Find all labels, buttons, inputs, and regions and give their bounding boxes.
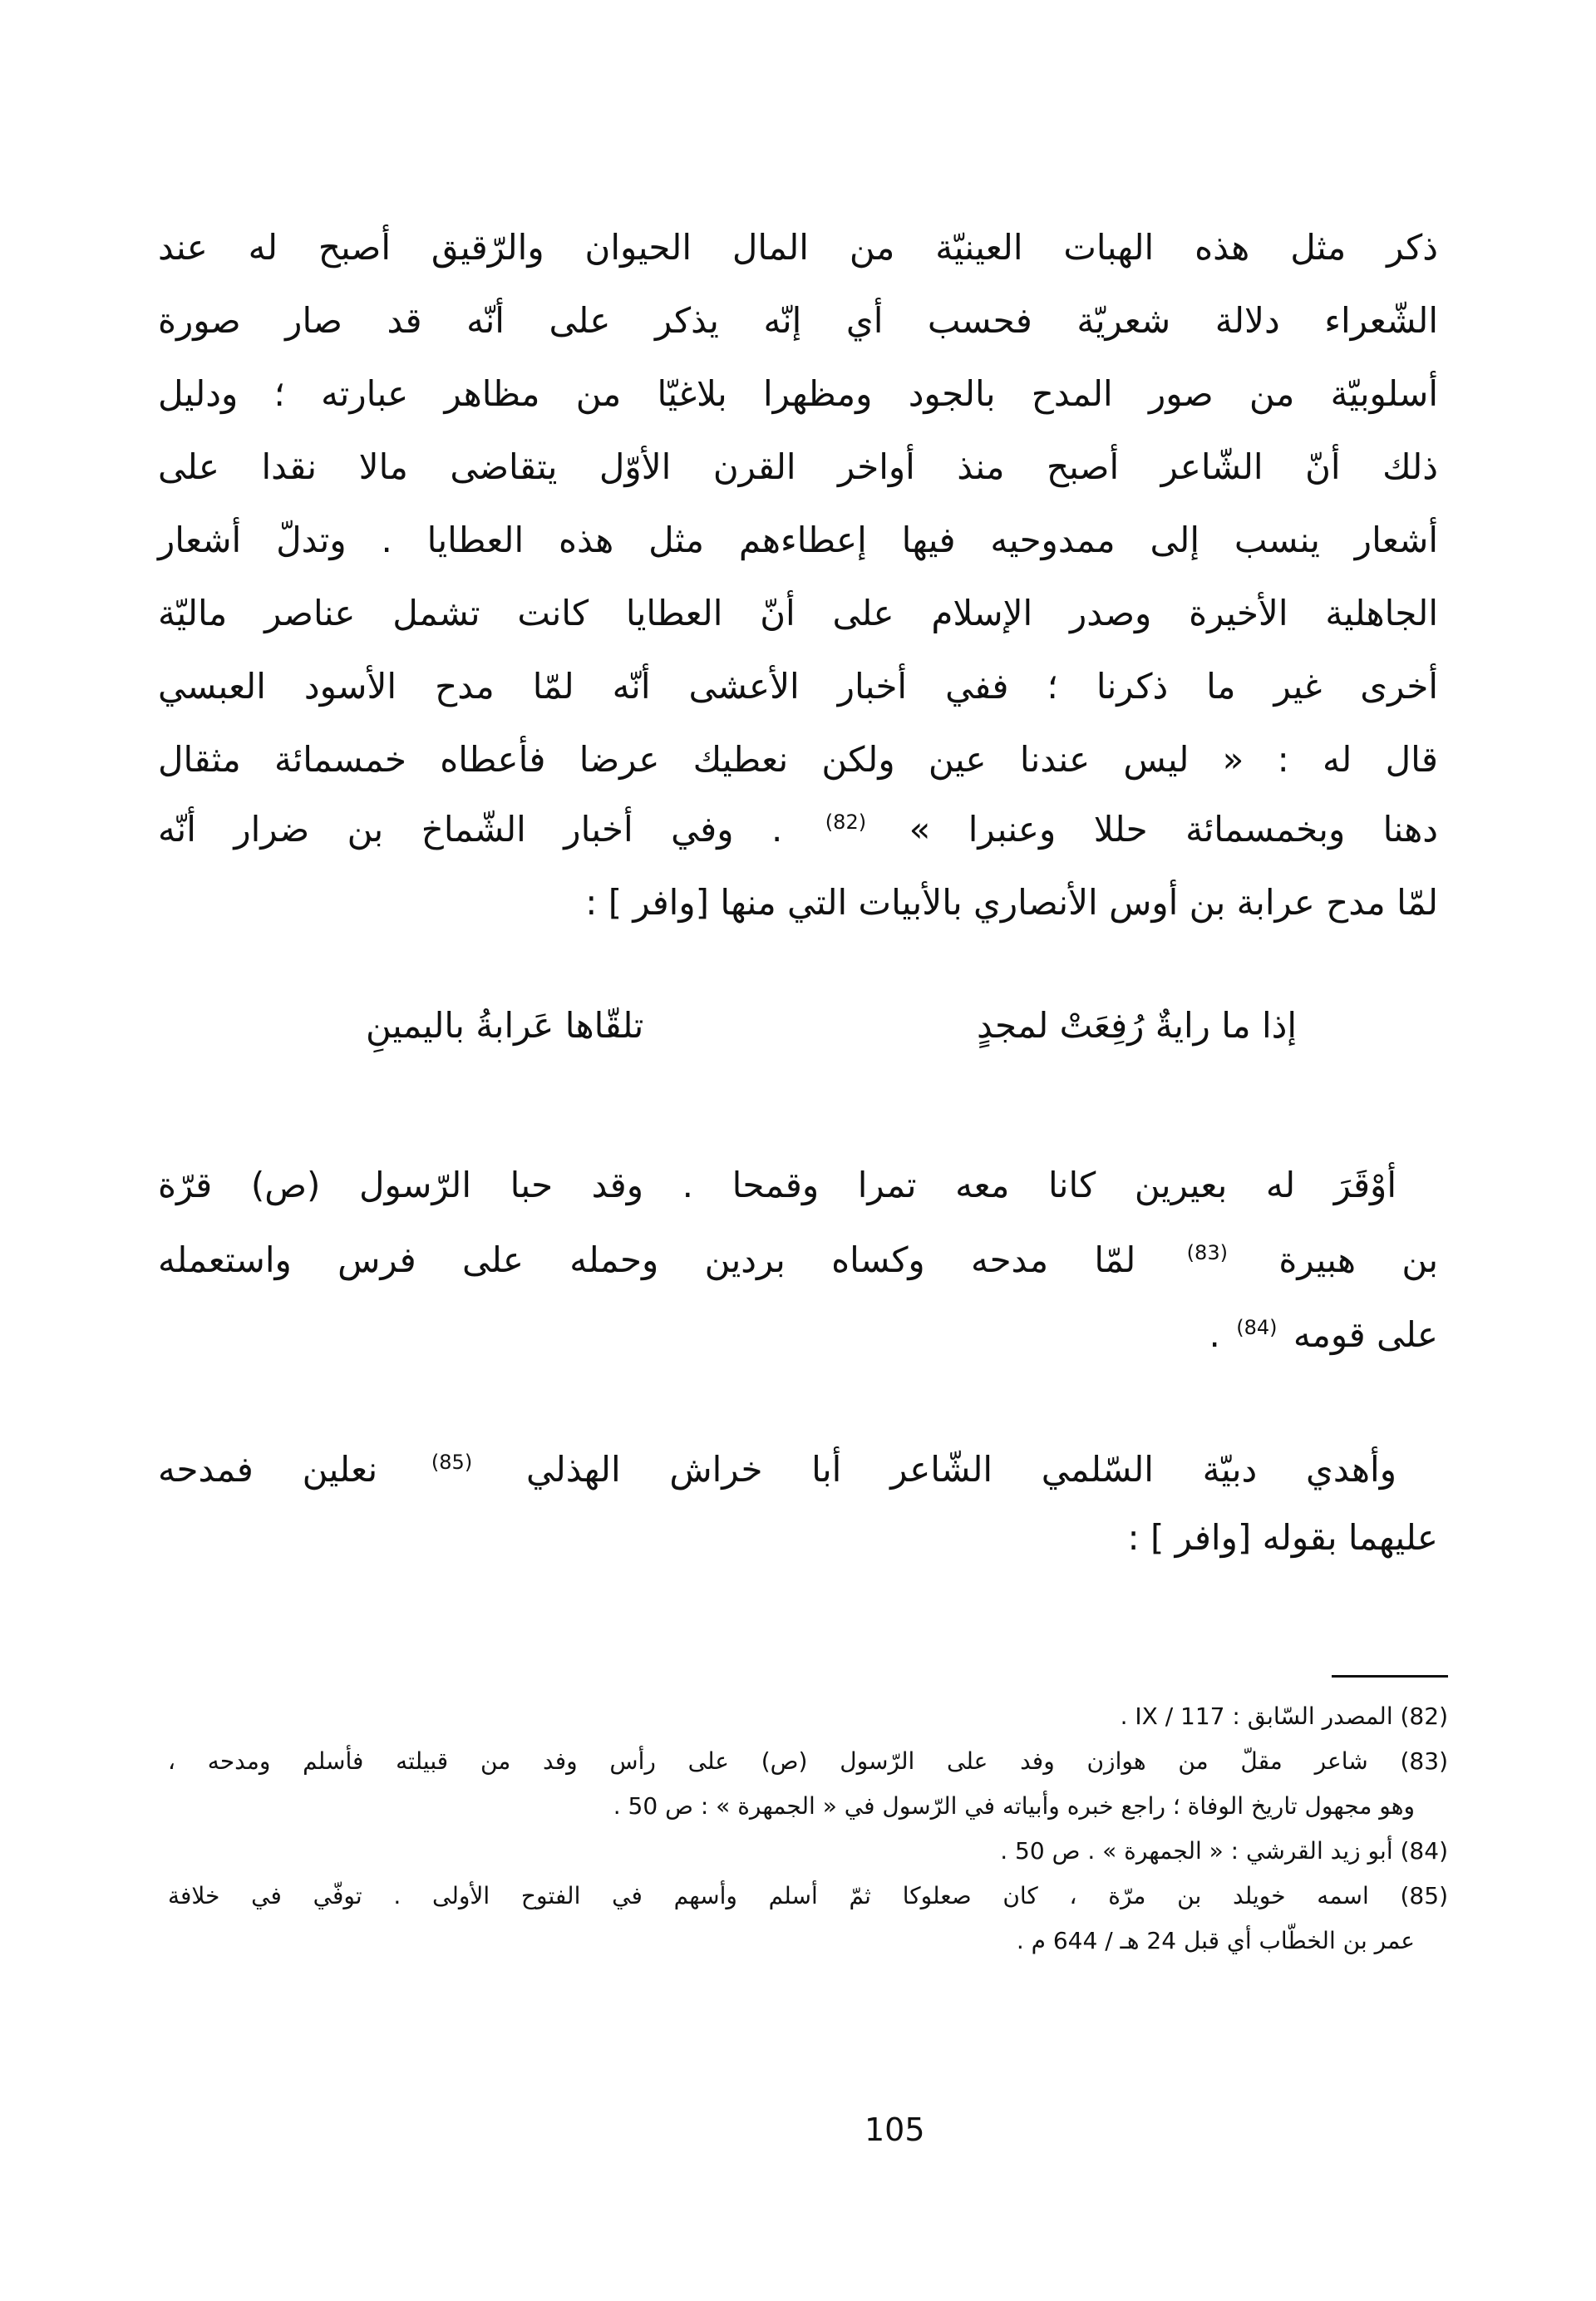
text-line (158, 805, 1438, 855)
text-segment: لمّا مدحه وكساه بردين وحمله على فرس واستعمله (158, 1239, 1136, 1280)
text-line: أوْقَرَ له بعيرين كانا معه تمرا وقمحا . وقد حبا الرّسول (ص) قرّة (158, 1165, 1396, 1205)
text-line (158, 1445, 1438, 1495)
text-line: أسلوبيّة من صور المدح بالجود ومظهرا بلاغيّا من مظاهر عبارته ؛ ودليل (158, 373, 1438, 414)
text-line: ذلك أنّ الشّاعر أصبح منذ أواخر القرن الأوّل يتقاضى مالا نقدا على (158, 446, 1438, 487)
paragraph-2 (158, 1160, 1438, 1385)
text-line: الشّعراء دلالة شعريّة فحسب أي إنّه يذكر على أنّه قد صار صورة (158, 300, 1438, 341)
footnote-85-continued: عمر بن الخطّاب أي قبل 24 هـ / 644 م . (1016, 1927, 1415, 1954)
text-line: أشعار ينسب إلى ممدوحيه فيها إعطاءهم مثل هذه العطايا . وتدلّ أشعار (158, 520, 1438, 560)
footnote-85: (85) اسمه خويلد بن مرّة ، كان صعلوكا ثمّ أسلم وأسهم في الفتوح الأولى . توفّي في خلافة (168, 1882, 1448, 1909)
footnote-divider (1332, 1675, 1448, 1678)
text-segment: بن هبيرة (1278, 1239, 1439, 1280)
text-line (158, 1310, 1438, 1360)
text-line: أخرى غير ما ذكرنا ؛ ففي أخبار الأعشى أنّه لمّا مدح الأسود العبسي (158, 666, 1438, 707)
footnote-ref-82[interactable]: (82) (825, 811, 867, 834)
text-line (158, 1235, 1438, 1285)
footnotes (168, 1700, 1448, 1969)
footnote-84: (84) أبو زيد القرشي : « الجمهرة » . ص 50 . (1000, 1837, 1448, 1865)
text-line: لمّا مدح عرابة بن أوس الأنصاري بالأبيات التي منها [وافر ] : (585, 882, 1438, 923)
paragraph-3 (158, 1445, 1438, 1581)
verse-second-hemistich: تلقّاها عَرابةُ باليمينِ (366, 1005, 644, 1046)
text-segment: على قومه (1293, 1314, 1438, 1355)
footnote-ref-85[interactable]: (85) (431, 1451, 473, 1474)
footnote-ref-84[interactable]: (84) (1236, 1316, 1278, 1339)
text-line: ذكر مثل هذه الهبات العينيّة من المال الحيوان والرّقيق أصبح له عند (158, 227, 1438, 268)
footnote-83: (83) شاعر مقلّ من هوازن وفد على الرّسول (ص) على رأس وفد من قبيلته فأسلم ومدحه ، (168, 1747, 1448, 1775)
text-segment: نعلين فمدحه (158, 1449, 378, 1490)
page-number: 105 (864, 2111, 925, 2148)
text-segment: وأهدي دبيّة السّلمي الشّاعر أبا خراش الهذلي (525, 1449, 1396, 1490)
footnote-ref-83[interactable]: (83) (1186, 1241, 1228, 1264)
text-line: الجاهلية الأخيرة وصدر الإسلام على أنّ العطايا كانت تشمل عناصر ماليّة (158, 593, 1438, 633)
text-segment: . وفي أخبار الشّماخ بن ضرار أنّه (158, 809, 783, 850)
text-line: عليهما بقوله [وافر ] : (1127, 1517, 1438, 1558)
footnote-82: (82) المصدر السّابق : IX / 117 . (1120, 1702, 1448, 1730)
text-segment: دهنا وبخمسمائة حللا وعنبرا » (909, 809, 1439, 850)
text-line: قال له : « ليس عندنا عين ولكن نعطيك عرضا فأعطاه خمسمائة مثقال (158, 739, 1438, 780)
poem-verse (366, 1001, 1297, 1051)
verse-first-hemistich: إذا ما رايةٌ رُفِعَتْ لمجدٍ (977, 1005, 1297, 1046)
paragraph-1 (158, 223, 1438, 951)
footnote-83-continued: وهو مجهول تاريخ الوفاة ؛ راجع خبره وأبياته في الرّسول في « الجمهرة » : ص 50 . (613, 1792, 1415, 1820)
text-segment: . (1209, 1314, 1220, 1355)
